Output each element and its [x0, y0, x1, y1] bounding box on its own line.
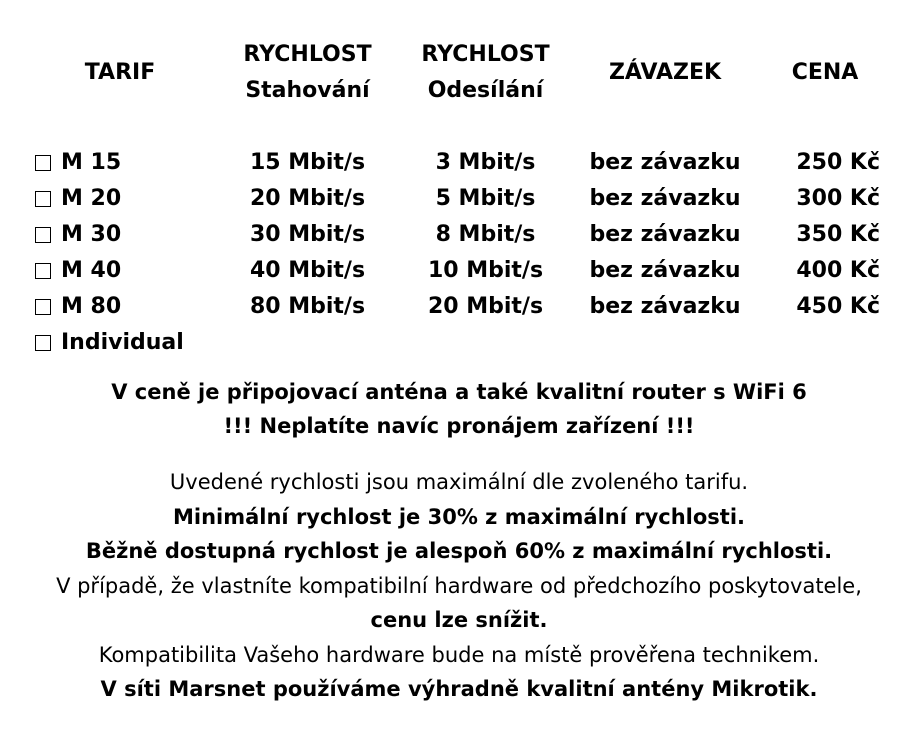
header-upload-title: RYCHLOST	[421, 42, 550, 67]
commitment: bez závazku	[589, 222, 741, 247]
tariff-name: Individual	[61, 330, 184, 355]
checkbox-icon[interactable]	[35, 299, 51, 315]
tariff-name: M 20	[61, 186, 122, 211]
tariff-row-m15	[0, 145, 918, 181]
tariff-row-m40	[0, 253, 918, 289]
download-speed: 20 Mbit/s	[249, 186, 366, 211]
tariff-row-m30	[0, 217, 918, 253]
upload-speed: 5 Mbit/s	[435, 186, 536, 211]
price: 350 Kč	[796, 222, 880, 247]
download-speed: 80 Mbit/s	[249, 294, 366, 319]
header-price	[770, 55, 880, 91]
tariff-option[interactable]	[35, 325, 184, 361]
header-upload-speed	[403, 37, 568, 109]
tariff-row-m80	[0, 289, 918, 325]
tariff-name: M 80	[61, 294, 122, 319]
header-upload-sub: Odesílání	[427, 78, 544, 103]
header-price-label: CENA	[791, 60, 859, 85]
promo-line: V ceně je připojovací anténa a také kvalitní router s WiFi 6	[111, 380, 807, 404]
price: 250 Kč	[796, 150, 880, 175]
price: 450 Kč	[796, 294, 880, 319]
info-line: V síti Marsnet používáme výhradně kvalitní antény Mikrotik.	[100, 677, 818, 701]
header-download-sub: Stahování	[245, 78, 370, 103]
commitment: bez závazku	[589, 258, 741, 283]
promo-line: !!! Neplatíte navíc pronájem zařízení !!!	[223, 414, 695, 438]
commitment: bez závazku	[589, 294, 741, 319]
promo-block	[0, 375, 918, 443]
checkbox-icon[interactable]	[35, 155, 51, 171]
info-block	[0, 465, 918, 707]
tariff-option[interactable]	[35, 145, 121, 181]
tariff-name: M 30	[61, 222, 122, 247]
tariff-option[interactable]	[35, 289, 121, 325]
upload-speed: 10 Mbit/s	[427, 258, 544, 283]
download-speed: 15 Mbit/s	[249, 150, 366, 175]
checkbox-icon[interactable]	[35, 227, 51, 243]
header-commitment	[585, 55, 745, 91]
header-commitment-label: ZÁVAZEK	[608, 60, 722, 85]
price: 400 Kč	[796, 258, 880, 283]
checkbox-icon[interactable]	[35, 191, 51, 207]
info-line: Běžně dostupná rychlost je alespoň 60% z maximální rychlosti.	[85, 539, 833, 563]
header-tarif	[60, 55, 180, 91]
upload-speed: 8 Mbit/s	[435, 222, 536, 247]
header-download-speed	[225, 37, 390, 109]
info-line: Kompatibilita Vašeho hardware bude na místě prověřena technikem.	[98, 642, 820, 667]
tariff-name: M 40	[61, 258, 122, 283]
header-tarif-label: TARIF	[84, 60, 156, 85]
info-line: V případě, že vlastníte kompatibilní hardware od předchozího poskytovatele,	[56, 573, 862, 598]
download-speed: 40 Mbit/s	[249, 258, 366, 283]
info-line: cenu lze snížit.	[370, 608, 548, 632]
tariff-option[interactable]	[35, 253, 121, 289]
upload-speed: 20 Mbit/s	[427, 294, 544, 319]
commitment: bez závazku	[589, 150, 741, 175]
checkbox-icon[interactable]	[35, 335, 51, 351]
tariff-row-individual	[0, 325, 918, 361]
info-line: Uvedené rychlosti jsou maximální dle zvoleného tarifu.	[169, 470, 749, 494]
tariff-name: M 15	[61, 150, 122, 175]
upload-speed: 3 Mbit/s	[435, 150, 536, 175]
commitment: bez závazku	[589, 186, 741, 211]
tariff-option[interactable]	[35, 217, 121, 253]
info-line: Minimální rychlost je 30% z maximální rychlosti.	[172, 504, 746, 529]
tariff-option[interactable]	[35, 181, 121, 217]
download-speed: 30 Mbit/s	[249, 222, 366, 247]
checkbox-icon[interactable]	[35, 263, 51, 279]
tariff-row-m20	[0, 181, 918, 217]
price: 300 Kč	[796, 186, 880, 211]
header-download-title: RYCHLOST	[243, 42, 372, 67]
